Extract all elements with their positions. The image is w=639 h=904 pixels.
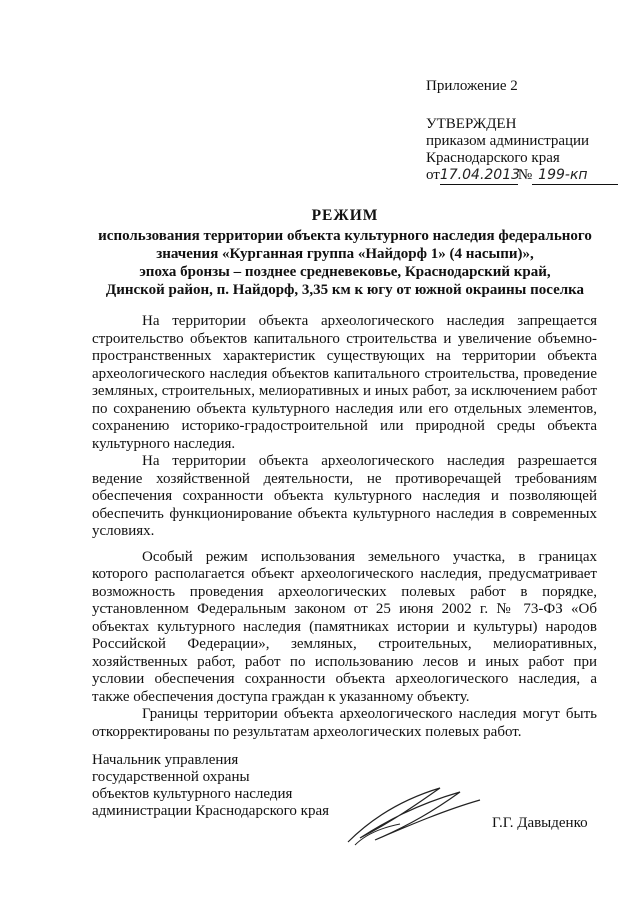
approval-date-number-line bbox=[426, 167, 626, 185]
approval-region-line: Краснодарского края bbox=[426, 150, 560, 166]
handwritten-number: 199-кп bbox=[532, 167, 618, 185]
title-main: РЕЖИМ bbox=[311, 207, 379, 224]
appendix-label: Приложение 2 bbox=[426, 78, 518, 94]
signatory-line-1: Начальник управления bbox=[92, 752, 239, 768]
date-prefix: от bbox=[426, 167, 440, 183]
paragraph-3: Особый режим использования земельного участка, в границах которого располагается объект археологического наследия, предусматривает возможность проведения археологических полевых работ в порядке, установленном Федеральным законом от 25 июня 2002 г. № 73-ФЗ «Об объектах культурного наследия (памятниках истории и культуры) народов Российской Федерации», земляных, строительных, мелиоративных, хозяйственных работ, работ по использованию лесов и иных работ при условии обеспечения сохранности объекта археологического наследия, а также обеспечения доступа граждан к указанному объекту. bbox=[92, 548, 597, 705]
handwritten-date: 17.04.2013 bbox=[439, 167, 521, 183]
document-body bbox=[92, 313, 597, 741]
paragraph-2: На территории объекта археологического наследия разрешается ведение хозяйственной деятельности, не противоречащей требованиям обеспечения сохранности объекта культурного наследия и позволяющей обеспечить функционирование объекта культурного наследия в современных условиях. bbox=[92, 453, 597, 539]
signatory-line-4: администрации Краснодарского края bbox=[92, 803, 330, 819]
approval-order-line: приказом администрации bbox=[426, 133, 590, 149]
title-line-4: Динской район, п. Найдорф, 3,35 км к югу от южной окраины поселка bbox=[105, 282, 585, 298]
signatory-line-3: объектов культурного наследия bbox=[92, 786, 293, 802]
document-title bbox=[90, 207, 600, 299]
title-line-3: эпоха бронзы – позднее средневековье, Краснодарский край, bbox=[139, 264, 551, 280]
handwritten-signature-icon bbox=[340, 780, 490, 850]
signatory-position bbox=[92, 752, 329, 820]
title-line-1: использования территории объекта культурного наследия федерального bbox=[98, 228, 592, 244]
approved-heading: УТВЕРЖДЕН bbox=[426, 116, 517, 132]
paragraph-1: На территории объекта археологического наследия запрещается строительство объектов капитального строительства и увеличение объемно-пространственных характеристик существующих на территории объекта археологического наследия объектов капитального строительства, проведение земляных, строительных, мелиоративных и иных работ, за исключением работ по сохранению объекта культурного наследия или его отдельных элементов, сохранению историко-градостроительной или природной среды объекта культурного наследия. bbox=[92, 313, 597, 452]
paragraph-4: Границы территории объекта археологического наследия могут быть откорректированы по результатам археологических полевых работ. bbox=[92, 706, 597, 740]
number-prefix: № bbox=[517, 167, 533, 183]
signatory-line-2: государственной охраны bbox=[92, 769, 250, 785]
signatory-name: Г.Г. Давыденко bbox=[492, 815, 588, 831]
approval-block bbox=[426, 78, 626, 185]
title-line-2: значения «Курганная группа «Найдорф 1» (4 насыпи)», bbox=[156, 246, 534, 262]
